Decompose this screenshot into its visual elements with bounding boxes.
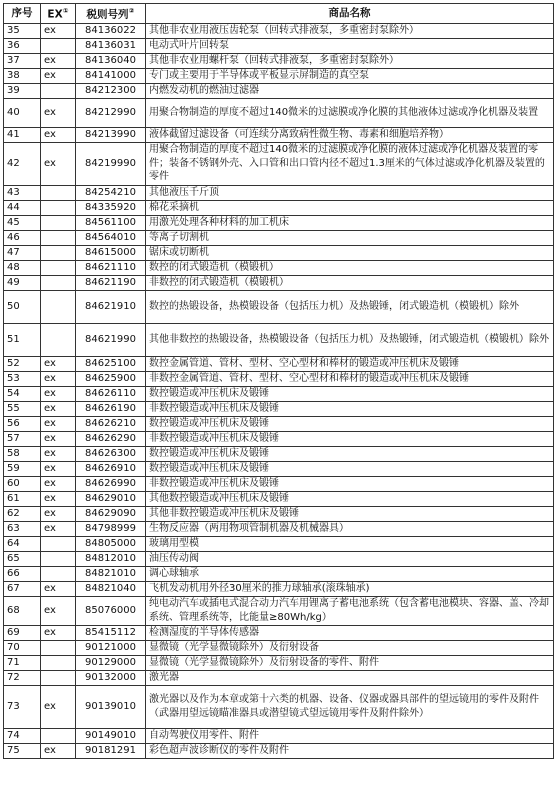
row-code: 84626990 [76, 476, 146, 491]
row-code: 84621910 [76, 290, 146, 323]
row-name: 非数控金属管道、管材、型材、空心型材和棒材的锻造或冲压机床及锻锤 [146, 371, 554, 386]
table-row [4, 401, 554, 416]
row-name: 生物反应器（两用物项管制机器及机械器具） [146, 521, 554, 536]
table-row [4, 371, 554, 386]
row-seq: 36 [4, 38, 41, 53]
row-code: 84621990 [76, 323, 146, 356]
row-name: 其他非农业用液压齿轮泵（回转式排液泵，多重密封泵除外） [146, 23, 554, 38]
row-ex [41, 640, 76, 655]
table-row [4, 142, 554, 185]
row-code: 84621190 [76, 275, 146, 290]
row-name: 其他液压千斤顶 [146, 185, 554, 200]
header-code-footnote: ② [128, 7, 135, 15]
row-seq: 62 [4, 506, 41, 521]
row-ex [41, 290, 76, 323]
row-name: 彩色超声波诊断仪的零件及附件 [146, 743, 554, 758]
row-name: 飞机发动机用外径30厘米的推力球轴承(滚珠轴承) [146, 581, 554, 596]
header-code-label: 税则号列 [86, 8, 129, 21]
table-row [4, 431, 554, 446]
row-name: 专门或主要用于半导体或平板显示屏制造的真空泵 [146, 68, 554, 83]
row-name: 用激光处理各种材料的加工机床 [146, 215, 554, 230]
table-row [4, 461, 554, 476]
row-name: 非数控锻造或冲压机床及锻锤 [146, 401, 554, 416]
row-ex: ex [41, 581, 76, 596]
row-code: 84626300 [76, 446, 146, 461]
row-seq: 44 [4, 200, 41, 215]
row-seq: 74 [4, 728, 41, 743]
row-code: 90132000 [76, 670, 146, 685]
row-name: 用聚合物制造的厚度不超过140微米的过滤膜或净化膜的其他液体过滤或净化机器及装置 [146, 98, 554, 127]
table-row [4, 491, 554, 506]
row-code: 84219990 [76, 142, 146, 185]
row-seq: 63 [4, 521, 41, 536]
row-code: 90149010 [76, 728, 146, 743]
row-name: 等离子切割机 [146, 230, 554, 245]
row-code: 84564010 [76, 230, 146, 245]
row-ex [41, 566, 76, 581]
table-row [4, 200, 554, 215]
row-name: 数控锻造或冲压机床及锻锤 [146, 461, 554, 476]
table-row [4, 98, 554, 127]
row-seq: 41 [4, 127, 41, 142]
row-code: 84812010 [76, 551, 146, 566]
table-row [4, 38, 554, 53]
row-code: 84626190 [76, 401, 146, 416]
table-row [4, 23, 554, 38]
table-row [4, 640, 554, 655]
row-ex: ex [41, 506, 76, 521]
row-ex: ex [41, 596, 76, 625]
table-row [4, 290, 554, 323]
row-seq: 48 [4, 260, 41, 275]
row-code: 85415112 [76, 625, 146, 640]
table-row [4, 625, 554, 640]
row-name: 油压传动阀 [146, 551, 554, 566]
row-seq: 54 [4, 386, 41, 401]
row-code: 84141000 [76, 68, 146, 83]
table-row [4, 446, 554, 461]
row-ex: ex [41, 98, 76, 127]
table-row [4, 68, 554, 83]
table-row [4, 215, 554, 230]
row-code: 84621110 [76, 260, 146, 275]
header-seq: 序号 [4, 4, 41, 24]
row-code: 84212300 [76, 83, 146, 98]
row-ex [41, 536, 76, 551]
row-seq: 40 [4, 98, 41, 127]
row-seq: 69 [4, 625, 41, 640]
table-row [4, 743, 554, 758]
row-name: 内燃发动机的燃油过滤器 [146, 83, 554, 98]
table-row [4, 185, 554, 200]
row-name: 数控的闭式锻造机（模锻机） [146, 260, 554, 275]
row-code: 84561100 [76, 215, 146, 230]
row-ex: ex [41, 401, 76, 416]
row-name: 自动驾驶仪用零件、附件 [146, 728, 554, 743]
row-name: 检测湿度的半导体传感器 [146, 625, 554, 640]
row-code: 84136031 [76, 38, 146, 53]
row-seq: 58 [4, 446, 41, 461]
row-seq: 70 [4, 640, 41, 655]
row-code: 90129000 [76, 655, 146, 670]
row-ex: ex [41, 53, 76, 68]
row-code: 84254210 [76, 185, 146, 200]
table-row [4, 551, 554, 566]
row-seq: 59 [4, 461, 41, 476]
row-name: 数控锻造或冲压机床及锻锤 [146, 416, 554, 431]
row-ex [41, 551, 76, 566]
table-row [4, 506, 554, 521]
row-seq: 35 [4, 23, 41, 38]
row-code: 84821010 [76, 566, 146, 581]
row-seq: 56 [4, 416, 41, 431]
row-seq: 51 [4, 323, 41, 356]
row-seq: 50 [4, 290, 41, 323]
table-row [4, 536, 554, 551]
row-code: 84213990 [76, 127, 146, 142]
header-ex-label: EX [47, 8, 63, 21]
header-ex-footnote: ① [62, 7, 69, 15]
row-ex: ex [41, 416, 76, 431]
row-ex: ex [41, 68, 76, 83]
table-row [4, 386, 554, 401]
row-ex: ex [41, 625, 76, 640]
header-code [76, 4, 146, 24]
row-seq: 67 [4, 581, 41, 596]
row-code: 84629010 [76, 491, 146, 506]
row-name: 数控的热锻设备，热模锻设备（包括压力机）及热锻锤，闭式锻造机（模锻机）除外 [146, 290, 554, 323]
row-seq: 52 [4, 356, 41, 371]
row-ex [41, 185, 76, 200]
row-seq: 46 [4, 230, 41, 245]
table-row [4, 685, 554, 728]
row-name: 其他非数控锻造或冲压机床及锻锤 [146, 506, 554, 521]
row-ex: ex [41, 23, 76, 38]
row-ex [41, 245, 76, 260]
row-seq: 72 [4, 670, 41, 685]
row-name: 数控锻造或冲压机床及锻锤 [146, 446, 554, 461]
row-name: 其他非数控的热锻设备，热模锻设备（包括压力机）及热锻锤，闭式锻造机（模锻机）除外 [146, 323, 554, 356]
row-ex [41, 38, 76, 53]
row-seq: 64 [4, 536, 41, 551]
row-code: 84626110 [76, 386, 146, 401]
table-row [4, 260, 554, 275]
row-ex [41, 83, 76, 98]
table-row [4, 127, 554, 142]
table-row [4, 596, 554, 625]
table-body [4, 23, 554, 758]
row-ex: ex [41, 685, 76, 728]
row-ex [41, 655, 76, 670]
row-seq: 66 [4, 566, 41, 581]
row-code: 84212990 [76, 98, 146, 127]
table-row [4, 245, 554, 260]
row-seq: 73 [4, 685, 41, 728]
row-name: 显微镜（光学显微镜除外）及衍射设备的零件、附件 [146, 655, 554, 670]
row-seq: 39 [4, 83, 41, 98]
row-code: 84136040 [76, 53, 146, 68]
row-code: 90181291 [76, 743, 146, 758]
tariff-table [3, 3, 554, 759]
row-name: 玻璃用型模 [146, 536, 554, 551]
row-seq: 43 [4, 185, 41, 200]
row-ex: ex [41, 386, 76, 401]
row-name: 激光器 [146, 670, 554, 685]
row-code: 84626290 [76, 431, 146, 446]
row-ex [41, 260, 76, 275]
row-ex: ex [41, 521, 76, 536]
table-row [4, 655, 554, 670]
row-name: 用聚合物制造的厚度不超过140微米的过滤膜或净化膜的液体过滤或净化机器及装置的零件；装备不锈钢外壳、入口管和出口管内径不超过1.3厘米的气体过滤或净化机器及装置的零件 [146, 142, 554, 185]
row-name: 其他数控锻造或冲压机床及锻锤 [146, 491, 554, 506]
table-row [4, 83, 554, 98]
row-name: 棉花采摘机 [146, 200, 554, 215]
row-seq: 42 [4, 142, 41, 185]
row-ex: ex [41, 461, 76, 476]
row-name: 数控锻造或冲压机床及锻锤 [146, 386, 554, 401]
row-ex: ex [41, 743, 76, 758]
table-row [4, 53, 554, 68]
row-name: 非数控的闭式锻造机（模锻机） [146, 275, 554, 290]
row-code: 90121000 [76, 640, 146, 655]
row-ex [41, 200, 76, 215]
row-name: 锯床或切断机 [146, 245, 554, 260]
row-name: 纯电动汽车或插电式混合动力汽车用锂离子蓄电池系统（包含蓄电池模块、容器、盖、冷却系统、管理系统等，比能量≥80Wh/kg） [146, 596, 554, 625]
table-row [4, 356, 554, 371]
table-row [4, 416, 554, 431]
row-seq: 55 [4, 401, 41, 416]
row-code: 84626210 [76, 416, 146, 431]
header-row [4, 4, 554, 24]
row-name: 显微镜（光学显微镜除外）及衍射设备 [146, 640, 554, 655]
row-ex [41, 230, 76, 245]
row-seq: 38 [4, 68, 41, 83]
row-ex: ex [41, 431, 76, 446]
row-name: 电动式叶片回转泵 [146, 38, 554, 53]
table-row [4, 323, 554, 356]
table-row [4, 521, 554, 536]
row-ex: ex [41, 127, 76, 142]
row-seq: 37 [4, 53, 41, 68]
row-code: 84625900 [76, 371, 146, 386]
row-code: 84625100 [76, 356, 146, 371]
row-seq: 53 [4, 371, 41, 386]
table-row [4, 670, 554, 685]
row-seq: 49 [4, 275, 41, 290]
row-seq: 45 [4, 215, 41, 230]
row-name: 非数控锻造或冲压机床及锻锤 [146, 476, 554, 491]
row-seq: 61 [4, 491, 41, 506]
row-name: 调心球轴承 [146, 566, 554, 581]
table-row [4, 230, 554, 245]
row-ex: ex [41, 446, 76, 461]
header-name: 商品名称 [146, 4, 554, 24]
row-seq: 68 [4, 596, 41, 625]
row-ex: ex [41, 491, 76, 506]
row-name: 非数控锻造或冲压机床及锻锤 [146, 431, 554, 446]
row-code: 84335920 [76, 200, 146, 215]
row-ex [41, 670, 76, 685]
table-row [4, 581, 554, 596]
row-code: 84629090 [76, 506, 146, 521]
row-ex: ex [41, 142, 76, 185]
table-header [4, 4, 554, 24]
row-name: 其他非农业用螺杆泵（回转式排液泵，多重密封泵除外） [146, 53, 554, 68]
row-code: 84805000 [76, 536, 146, 551]
row-ex [41, 323, 76, 356]
row-name: 激光器以及作为本章或第十六类的机器、设备、仪器或器具部件的望远镜用的零件及附件（武器用望远镜瞄准器具或潜望镜式望远镜用零件及附件除外） [146, 685, 554, 728]
table-row [4, 728, 554, 743]
row-seq: 71 [4, 655, 41, 670]
header-ex [41, 4, 76, 24]
row-code: 84798999 [76, 521, 146, 536]
row-ex [41, 275, 76, 290]
row-ex: ex [41, 371, 76, 386]
row-code: 84136022 [76, 23, 146, 38]
row-seq: 60 [4, 476, 41, 491]
row-seq: 57 [4, 431, 41, 446]
row-ex [41, 215, 76, 230]
row-seq: 65 [4, 551, 41, 566]
table-row [4, 476, 554, 491]
table-row [4, 566, 554, 581]
row-name: 数控金属管道、管材、型材、空心型材和棒材的锻造或冲压机床及锻锤 [146, 356, 554, 371]
row-ex: ex [41, 356, 76, 371]
row-name: 液体截留过滤设备（可连续分离致病性微生物、毒素和细胞培养物） [146, 127, 554, 142]
row-code: 84626910 [76, 461, 146, 476]
row-ex: ex [41, 476, 76, 491]
table-row [4, 275, 554, 290]
row-seq: 75 [4, 743, 41, 758]
row-code: 84615000 [76, 245, 146, 260]
row-code: 84821040 [76, 581, 146, 596]
row-ex [41, 728, 76, 743]
row-code: 90139010 [76, 685, 146, 728]
row-code: 85076000 [76, 596, 146, 625]
row-seq: 47 [4, 245, 41, 260]
